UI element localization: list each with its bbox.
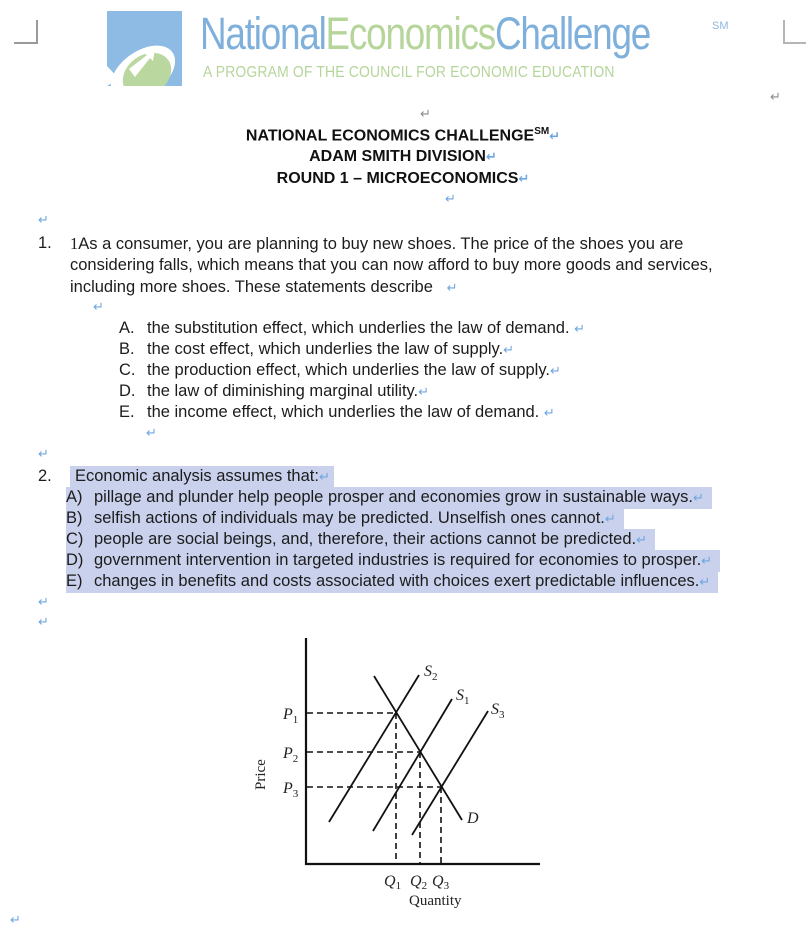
- doc-title-line3: [0, 170, 806, 188]
- question-2-option-a[interactable]: [66, 487, 712, 509]
- question-1-text: As a consumer, you are planning to buy new shoes. The price of the shoes you are: [78, 235, 684, 253]
- svg-text:Q2: Q2: [410, 873, 428, 892]
- question-2-stem[interactable]: [70, 466, 334, 488]
- logo-word-economics: Economics: [325, 8, 495, 59]
- svg-text:Quantity: Quantity: [409, 893, 462, 909]
- paragraph-mark-icon: ↵: [93, 300, 104, 315]
- paragraph-mark-icon: ↵: [701, 554, 713, 569]
- logo-wordmark: [200, 8, 650, 60]
- option-text: people are social beings, and, therefore, their actions cannot be predicted.: [94, 530, 637, 548]
- supply-curve-s2: [329, 675, 419, 822]
- paragraph-mark-icon: ↵: [518, 172, 530, 187]
- question-2-number: 2.: [38, 467, 52, 485]
- question-1-option-d[interactable]: [119, 381, 429, 403]
- paragraph-mark-icon: ↵: [38, 447, 49, 462]
- paragraph-mark-icon: ↵: [10, 913, 21, 928]
- question-1-option-a[interactable]: [119, 318, 585, 340]
- question-1-text: including more shoes. These statements describe: [70, 278, 433, 296]
- paragraph-mark-icon: ↵: [604, 512, 616, 527]
- logo-icon: [107, 11, 182, 86]
- question-2-option-d[interactable]: [66, 550, 720, 572]
- option-text: changes in benefits and costs associated with choices exert predictable influences.: [94, 572, 700, 590]
- svg-text:S2: $S_2$: [424, 663, 438, 683]
- svg-text:P2: $P_2$: [283, 745, 299, 765]
- question-2-option-b[interactable]: [66, 508, 624, 530]
- question-1-prefix: 1: [70, 234, 79, 253]
- option-text: the cost effect, which underlies the law of supply.: [147, 340, 504, 358]
- paragraph-mark-icon: ↵: [636, 533, 648, 548]
- paragraph-mark-icon: ↵: [770, 90, 781, 105]
- option-letter: D.: [119, 382, 136, 400]
- question-1-option-b[interactable]: [119, 339, 514, 361]
- paragraph-mark-icon: ↵: [699, 575, 711, 590]
- page-corner-top-left: [14, 20, 38, 44]
- option-letter: D): [66, 551, 84, 569]
- paragraph-mark-icon: ↵: [38, 615, 49, 630]
- question-1-stem-line3: [70, 277, 458, 299]
- doc-title-line2: [0, 148, 806, 166]
- svg-text:S3: $S_3$: [491, 701, 505, 721]
- logo-service-mark: SM: [712, 20, 729, 32]
- paragraph-mark-icon: ↵: [418, 385, 430, 400]
- paragraph-mark-icon: ↵: [549, 364, 561, 379]
- option-letter: A.: [119, 319, 135, 337]
- paragraph-mark-icon: ↵: [318, 470, 330, 485]
- question-1-number: 1.: [38, 234, 52, 252]
- option-text: the substitution effect, which underlies the law of demand.: [147, 319, 570, 337]
- paragraph-mark-icon: ↵: [38, 213, 49, 228]
- paragraph-mark-icon: ↵: [503, 343, 515, 358]
- svg-text:Q3: Q3: [432, 873, 450, 892]
- logo-word-challenge: Challenge: [494, 8, 651, 59]
- svg-text:D: D: [467, 810, 479, 827]
- option-text: the production effect, which underlies the law of supply.: [147, 361, 550, 379]
- question-2-option-c[interactable]: [66, 529, 655, 551]
- option-text: the law of diminishing marginal utility.: [147, 382, 419, 400]
- paragraph-mark-icon: ↵: [146, 426, 157, 441]
- question-1-stem-line2: considering falls, which means that you can now afford to buy more goods and services,: [70, 256, 713, 274]
- doc-title-sup: SM: [534, 126, 550, 137]
- paragraph-mark-icon: ↵: [420, 107, 431, 122]
- doc-title-text: NATIONAL ECONOMICS CHALLENGE: [245, 127, 535, 145]
- paragraph-mark-icon: ↵: [692, 491, 704, 506]
- supply-demand-graph: [240, 630, 550, 920]
- option-letter: B.: [119, 340, 135, 358]
- paragraph-mark-icon: ↵: [485, 150, 497, 165]
- option-letter: E): [66, 572, 83, 590]
- svg-text:P3: $P_3$: [283, 780, 299, 800]
- option-letter: C.: [119, 361, 136, 379]
- paragraph-mark-icon: ↵: [543, 406, 555, 421]
- paragraph-mark-icon: ↵: [38, 595, 49, 610]
- option-text: government intervention in targeted industries is required for economies to prosper.: [94, 551, 702, 569]
- question-1-option-c[interactable]: [119, 360, 561, 382]
- division-text: ADAM SMITH DIVISION: [309, 148, 486, 165]
- option-letter: B): [66, 509, 83, 527]
- paragraph-mark-icon: ↵: [446, 281, 458, 296]
- logo-tagline: A PROGRAM OF THE COUNCIL FOR ECONOMIC EDUCATION: [203, 64, 615, 81]
- svg-text:Q1: Q1: [384, 873, 402, 892]
- supply-curve-s1: [373, 699, 452, 831]
- option-text: pillage and plunder help people prosper and economies grow in sustainable ways.: [94, 488, 693, 506]
- svg-text:S1: $S_1$: [456, 687, 470, 707]
- paragraph-mark-icon: ↵: [549, 129, 561, 145]
- round-text: ROUND 1 – MICROECONOMICS: [276, 170, 519, 187]
- svg-text:P1: $P_1$: [283, 706, 299, 726]
- demand-curve: [374, 676, 462, 820]
- doc-title-line1: [0, 126, 806, 145]
- option-letter: A): [66, 488, 83, 506]
- option-letter: E.: [119, 403, 135, 421]
- question-2-option-e[interactable]: [66, 571, 718, 593]
- logo-word-national: National: [200, 8, 326, 59]
- question-1-stem-line1: [70, 233, 683, 255]
- paragraph-mark-icon: ↵: [445, 192, 456, 207]
- question-2-text: Economic analysis assumes that:: [75, 467, 319, 485]
- paragraph-mark-icon: ↵: [574, 322, 586, 337]
- svg-text:Price: Price: [253, 759, 269, 790]
- page-corner-top-right: [783, 20, 806, 44]
- option-text: selfish actions of individuals may be predicted. Unselfish ones cannot.: [94, 509, 605, 527]
- question-1-option-e[interactable]: [119, 402, 555, 424]
- option-text: the income effect, which underlies the law of demand.: [147, 403, 540, 421]
- option-letter: C): [66, 530, 84, 548]
